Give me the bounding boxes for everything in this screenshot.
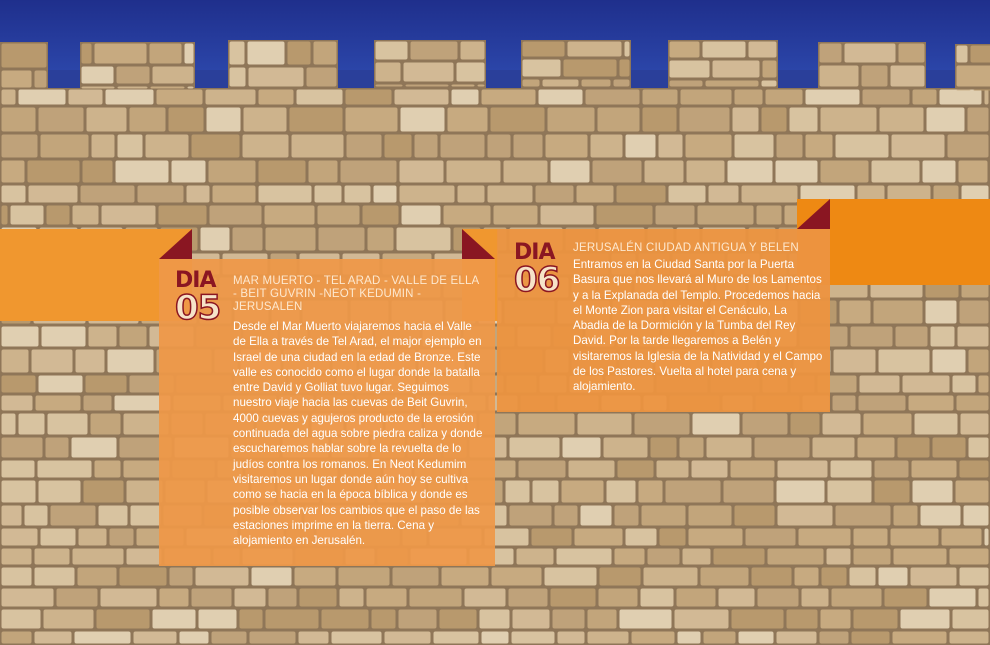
day-06-number: 06: [514, 259, 560, 300]
day-06-title: JERUSALÉN CIUDAD ANTIGUA Y BELEN: [573, 242, 799, 254]
ribbon-fold-right: [797, 199, 830, 229]
day-05-badge: [175, 268, 221, 328]
day-06-badge: [514, 240, 560, 300]
day-05-number: 05: [175, 287, 221, 328]
day-05-word: DIA: [175, 268, 216, 293]
day-06-description: Entramos en la Ciudad Santa por la Puerta Basura que nos llevará al Muro de los Lamentos y a la Explanada del Templo. Procedemos hacia el Monte Zion para visitar el Cenáculo, La Abadia de la Dormición y la Tumba del Rey David. Por la tarde llegaremos a Belén y visitaremos la Iglesia de la Natividad y el Campo de los Pastores. Vuelta al hotel para cena y alojamiento.: [573, 258, 823, 394]
day-05-description: Desde el Mar Muerto viajaremos hacia el Valle de Ella a través de Tel Arad, el major ejemplo en Israel de una ciudad en la edad de Bronze. Este valle es conocido como el lugar donde la batalla entre David y Golliat tuvo lugar. Seguimos nuestro viaje hacia las cuevas de Beit Guvrin, 4000 cuevas y agujeros producto de la erosión continuada del agua sobre piedra caliza y donde escucharemos hablar sobre la revuelta de lo judíos contra los romanos. En Neot Kedumim visitaremos un lugar donde aún hoy se cultiva como se hacia en la época bíblica y donde es posible observar los cambios que el paso de las estaciones imprime en la tierra. Cena y alojamiento en Jerusalén.: [233, 320, 483, 548]
day-05-title: MAR MUERTO - TEL ARAD - VALLE DE ELLA - BEIT GUVRIN -NEOT KEDUMIN - JERUSALEN: [233, 275, 479, 313]
day-05-card: [159, 259, 495, 566]
day-06-card: [497, 229, 830, 412]
ribbon-fold-left: [159, 229, 192, 259]
day-06-word: DIA: [514, 240, 555, 265]
ribbon-fold-middle: [462, 229, 495, 259]
